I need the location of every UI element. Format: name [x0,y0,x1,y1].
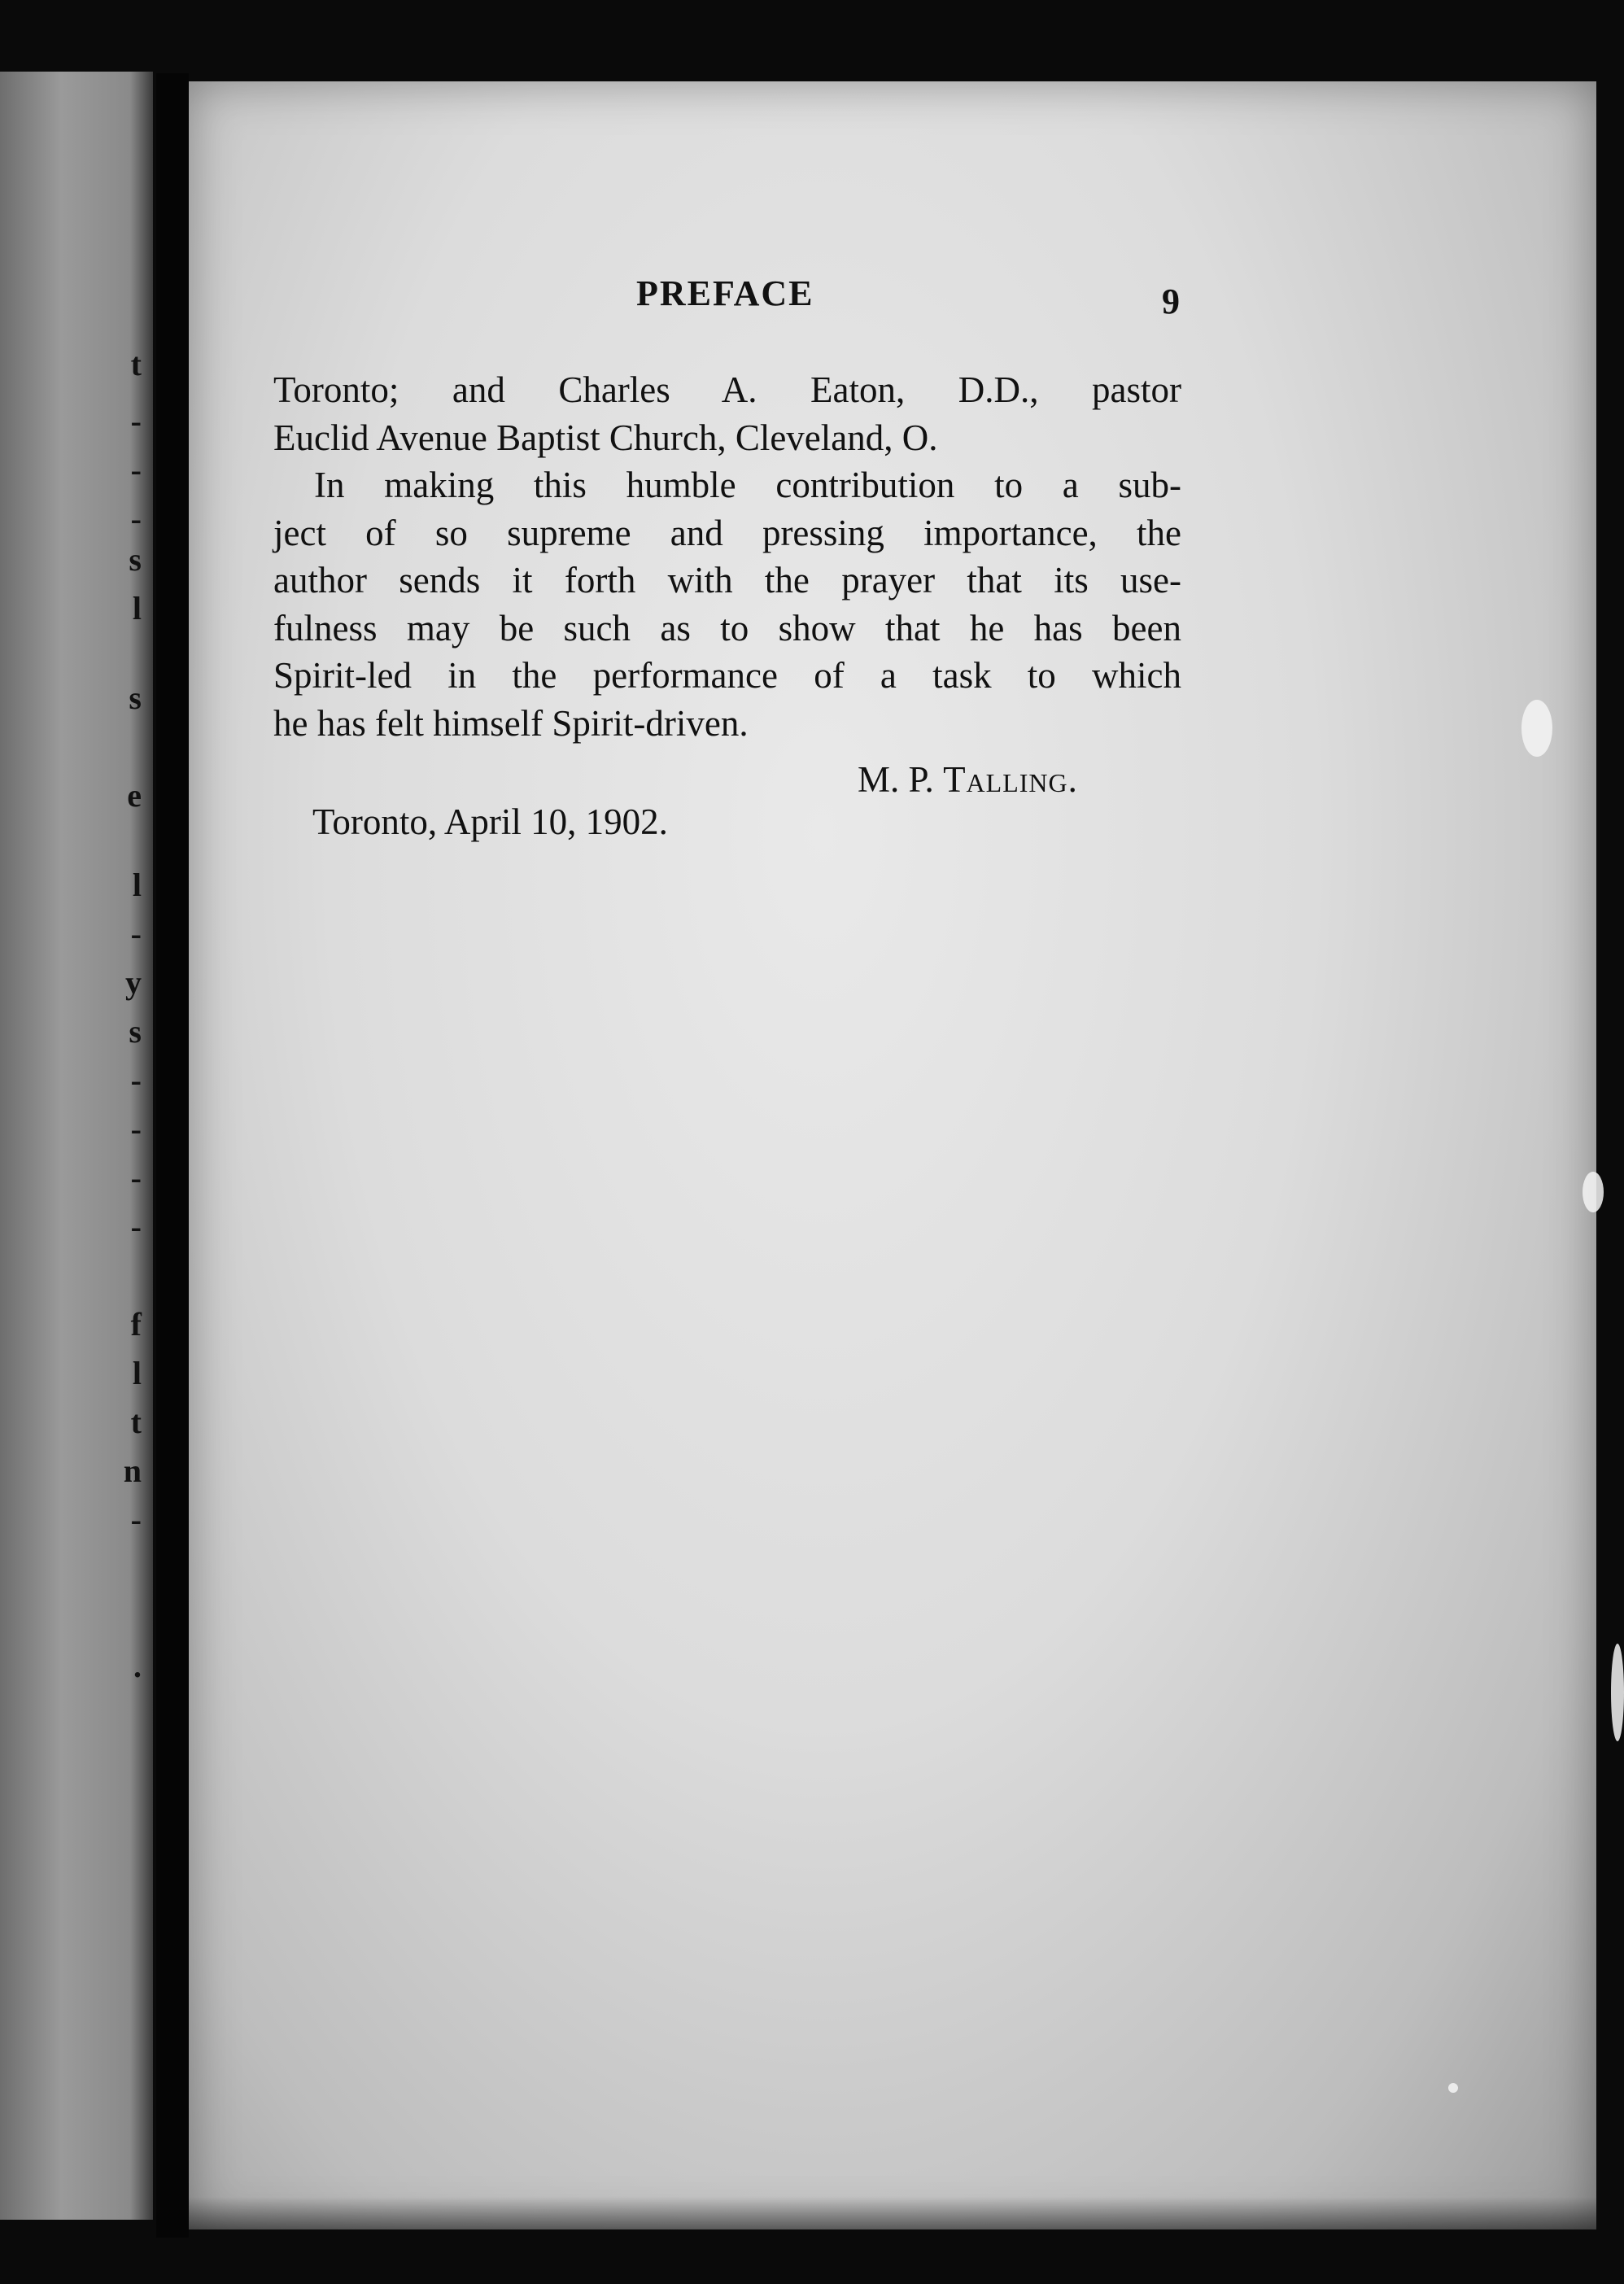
left-page-fragment: - [130,1208,142,1245]
text-line: Euclid Avenue Baptist Church, Cleveland, O. [273,417,938,458]
left-page-fragment: l [132,867,142,903]
left-page-fragment: - [130,1501,142,1538]
left-page-fragment: . [133,1648,142,1684]
text-line: In making this humble contribution to a sub- [314,465,1181,505]
left-page-fragment: y [125,964,142,1001]
text-line: he has felt himself Spirit-driven. [273,702,749,744]
left-page-fragment: - [130,1159,142,1196]
text-line: Spirit-led in the performance of a task to which [273,655,1181,696]
text-line: Toronto; and Charles A. Eaton, D.D., pastor [273,369,1181,410]
left-page-fragment: f [130,1306,142,1343]
text-line: fulness may be such as to show that he has been [273,607,1181,649]
book-gutter [156,73,189,2238]
left-page-fragment: - [130,403,142,439]
left-page-fragment: - [130,1111,142,1147]
preface-body [273,366,1181,747]
left-page-fragment: e [127,777,142,814]
left-page-fragment: - [130,915,142,952]
left-page-fragment: n [123,1452,142,1489]
left-page-fragment: - [130,1062,142,1098]
left-page-fragment: t [130,1404,142,1440]
signature-surname: Talling. [943,759,1078,800]
text-line: ject of so supreme and pressing importance, the [273,512,1181,553]
page-number: 9 [1162,282,1180,321]
running-head: PREFACE [636,273,814,313]
signature-initials: M. P. [858,759,934,800]
text-line: author sends it forth with the prayer that its use- [273,560,1181,600]
scan-speck [1611,1644,1624,1741]
scan-speck [1521,700,1552,757]
left-page-fragment: s [129,541,142,578]
author-signature [858,758,1078,801]
left-page-fragment: t [130,346,142,382]
left-page-fragment: s [129,1013,142,1050]
left-page-fragment: - [130,500,142,537]
adjacent-page-edge [0,72,153,2220]
dateline: Toronto, April 10, 1902. [312,801,668,842]
left-page-fragment: l [132,590,142,627]
scan-speck [1448,2083,1458,2093]
left-page-fragment: l [132,1355,142,1391]
left-page-fragment: s [129,679,142,716]
left-page-fragment: - [130,452,142,488]
scan-speck [1583,1172,1604,1212]
page-bottom-shadow [189,2197,1596,2229]
